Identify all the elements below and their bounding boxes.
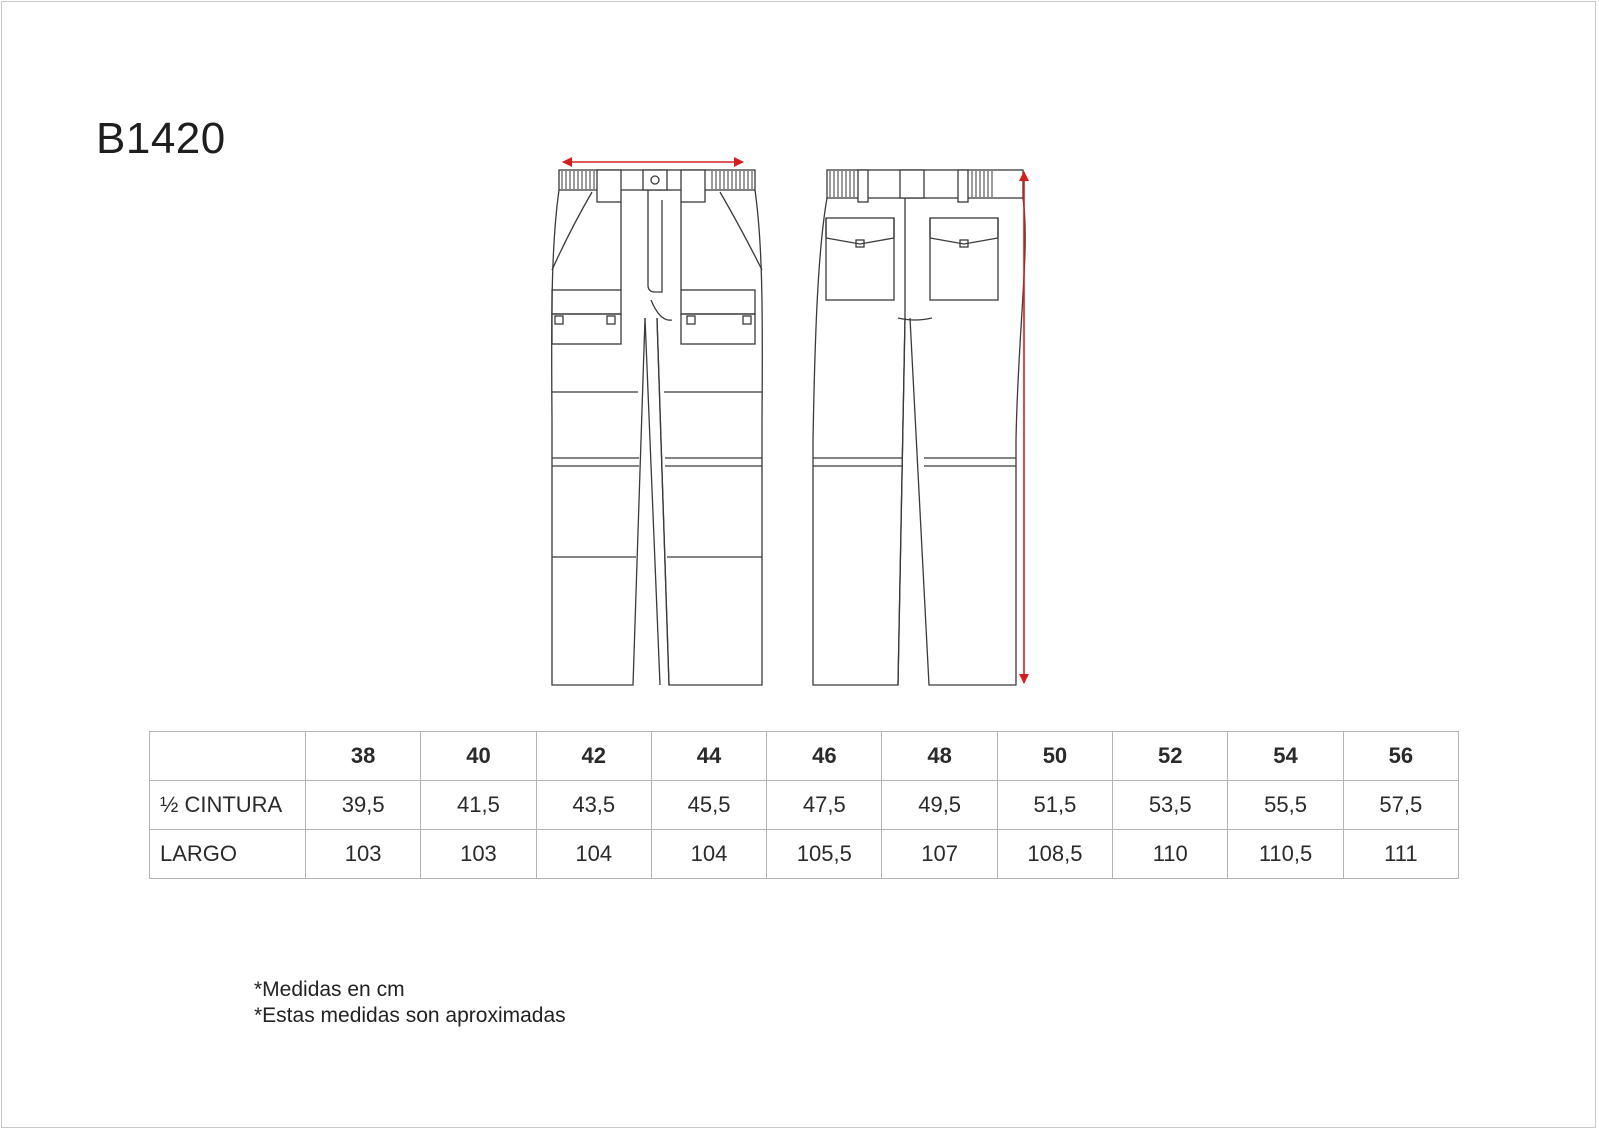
table-cell: 111 [1343,830,1458,879]
table-cell: 105,5 [767,830,882,879]
footnote-approx: *Estas medidas son aproximadas [254,1004,566,1027]
trousers-front-icon [552,170,763,685]
table-cell: 110,5 [1228,830,1343,879]
size-col-header: 54 [1228,732,1343,781]
size-col-header: 38 [306,732,421,781]
table-cell: 49,5 [882,781,997,830]
table-cell: 45,5 [651,781,766,830]
header-corner [150,732,306,781]
table-cell: 104 [651,830,766,879]
table-cell: 107 [882,830,997,879]
size-col-header: 46 [767,732,882,781]
size-col-header: 44 [651,732,766,781]
table-cell: 41,5 [421,781,536,830]
footnotes [254,977,566,1029]
table-cell: 55,5 [1228,781,1343,830]
footnote-units: *Medidas en cm [254,978,405,1001]
size-col-header: 56 [1343,732,1458,781]
size-col-header: 48 [882,732,997,781]
table-cell: 57,5 [1343,781,1458,830]
table-cell: 110 [1113,830,1228,879]
table-cell: 53,5 [1113,781,1228,830]
table-cell: 39,5 [306,781,421,830]
trousers-back-icon [813,170,1025,685]
size-header-row [150,732,1459,781]
size-col-header: 52 [1113,732,1228,781]
table-cell: 108,5 [997,830,1112,879]
table-row-length [150,830,1459,879]
table-cell: 104 [536,830,651,879]
size-col-header: 42 [536,732,651,781]
product-code: B1420 [96,114,226,163]
table-cell: 103 [306,830,421,879]
table-cell: 51,5 [997,781,1112,830]
table-cell: 103 [421,830,536,879]
table-cell: 43,5 [536,781,651,830]
size-table [149,731,1459,879]
row-label: LARGO [150,830,306,879]
size-col-header: 50 [997,732,1112,781]
row-label: ½ CINTURA [150,781,306,830]
table-cell: 47,5 [767,781,882,830]
table-row-half-waist [150,781,1459,830]
size-col-header: 40 [421,732,536,781]
